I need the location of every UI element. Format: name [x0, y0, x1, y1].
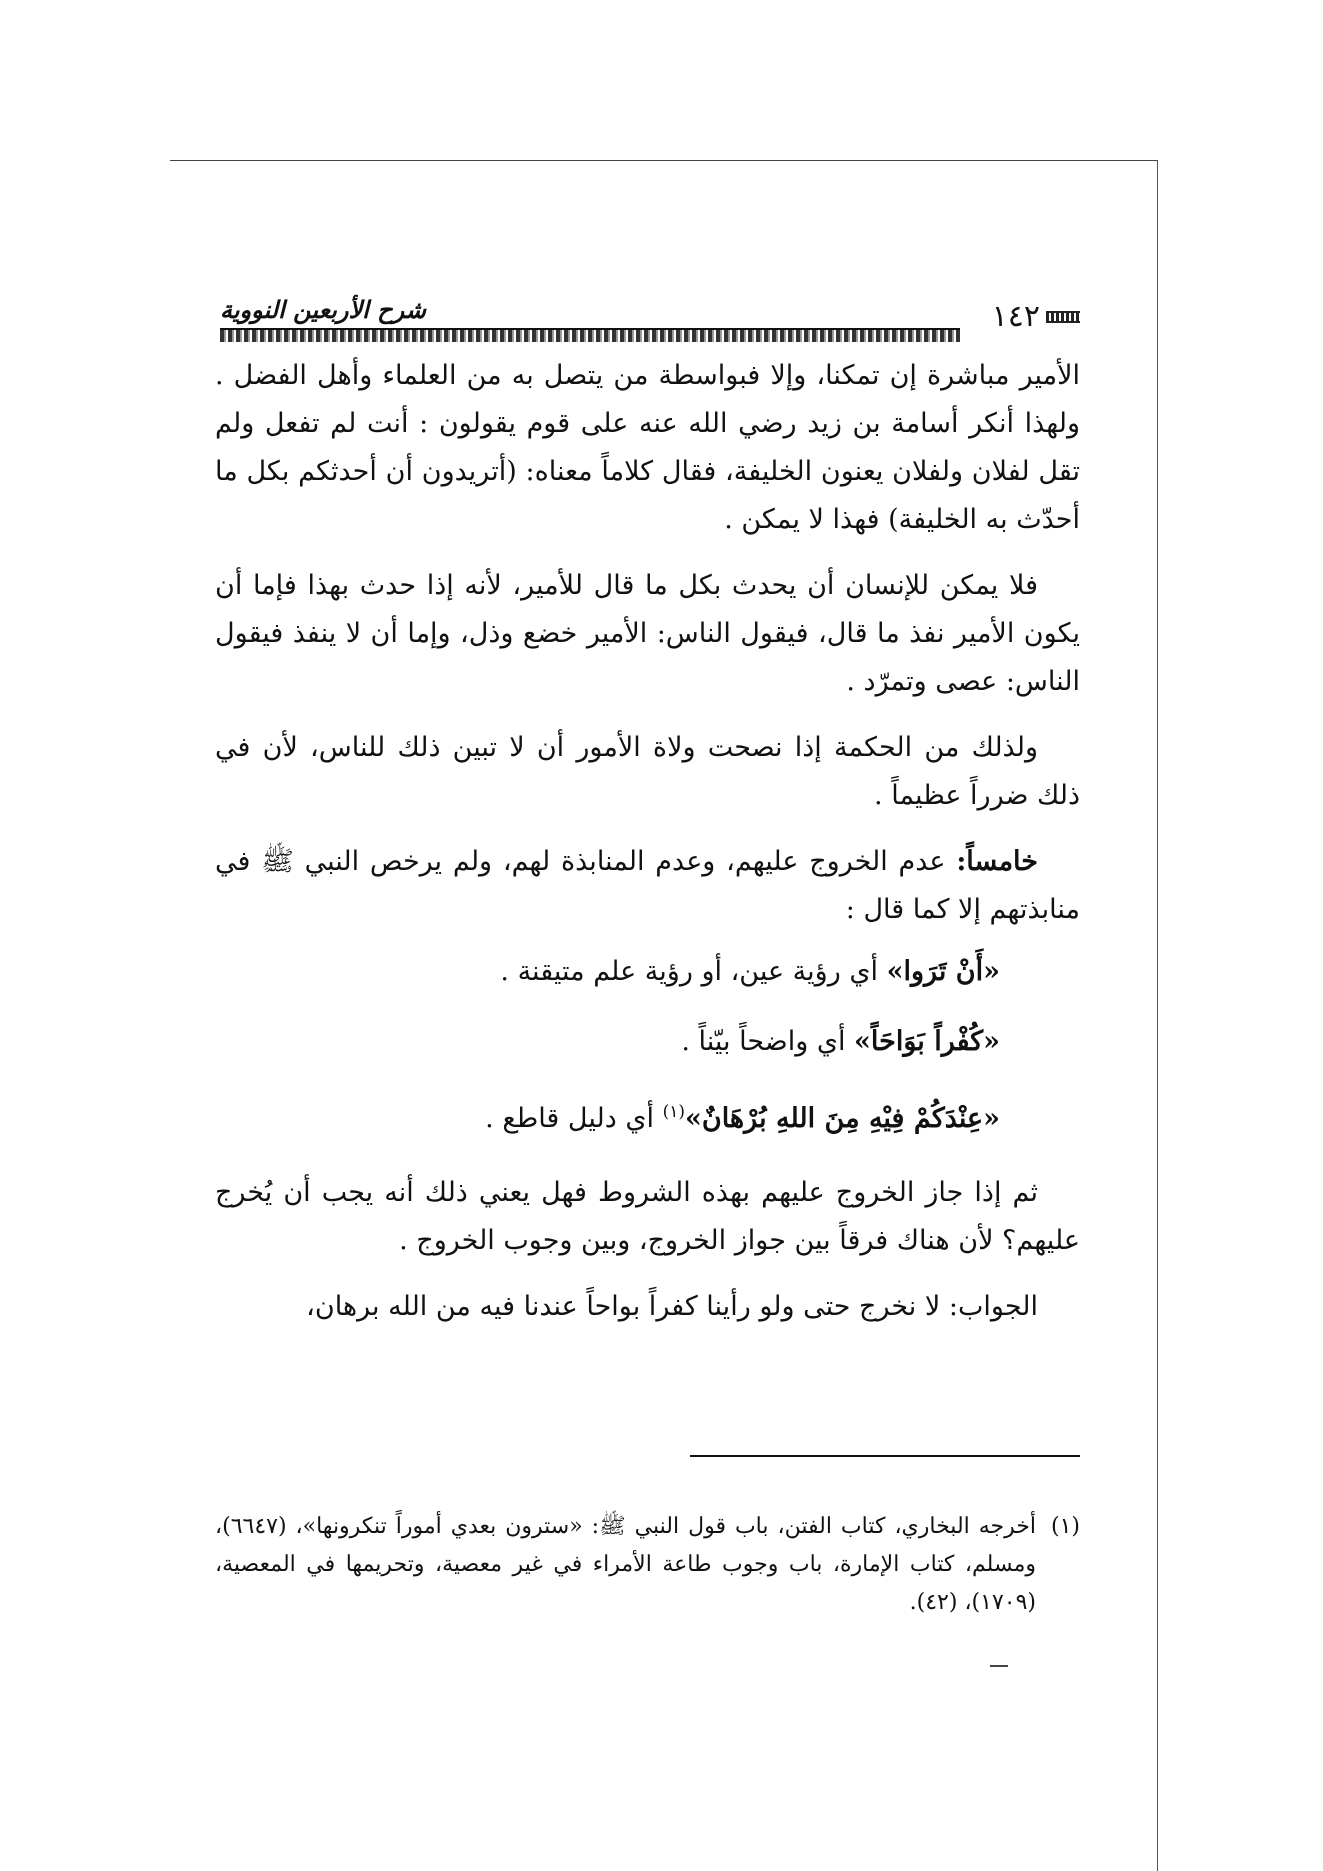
- hadith-phrase-3: «عِنْدَكُمْ فِيْهِ مِنَ اللهِ بُرْهَانٌ»: [685, 1103, 1000, 1134]
- top-border-rule: [170, 160, 1158, 161]
- footnote-text: أخرجه البخاري، كتاب الفتن، باب قول النبي ﷺ: «سترون بعدي أموراً تنكرونها»، (٦٦٤٧)، ومسلم، كتاب الإمارة، باب وجوب طاعة الأمراء في غير معصية، وتحريمها في المعصية، (١٧٠٩)، (٤٢).: [215, 1514, 1036, 1615]
- right-border-rule: [1157, 160, 1158, 1871]
- footnote-number: (١): [1050, 1514, 1080, 1539]
- hadith-explanation-1: أي رؤية عين، أو رؤية علم متيقنة .: [500, 956, 878, 987]
- closing-paragraph-1: ثم إذا جاز الخروج عليهم بهذه الشروط فهل يعني ذلك أنه يجب أن يُخرج عليهم؟ لأن هناك فرقاً بين جواز الخروج، وبين وجوب الخروج .: [215, 1177, 1080, 1256]
- page-number: [992, 299, 1080, 335]
- footnote-reference: (١): [662, 1102, 685, 1122]
- hadith-explanation-3: أي دليل قاطع .: [485, 1103, 654, 1134]
- main-body-text: [215, 352, 1080, 1349]
- khamisan-text: عدم الخروج عليهم، وعدم المنابذة لهم، ولم يرخص النبي ﷺ في منابذتهم إلا كما قال :: [215, 846, 1080, 925]
- khamisan-lead: خامساً:: [956, 846, 1038, 877]
- hadith-quote-3: [215, 1092, 1080, 1139]
- closing-paragraph-2: الجواب: لا نخرج حتى ولو رأينا كفراً بواحاً عندنا فيه من الله برهان،: [306, 1291, 1038, 1322]
- hadith-phrase-1: «أَنْ تَرَوا»: [886, 956, 1000, 987]
- hadith-quote-1: [215, 952, 1080, 992]
- footnote: [215, 1508, 1080, 1622]
- hadith-quote-2: [215, 1022, 1080, 1062]
- page-number-text: ١٤٢: [991, 299, 1040, 334]
- header-decorative-band: [220, 328, 960, 342]
- header-ornament-icon: [1046, 311, 1080, 323]
- bottom-dash-mark: [990, 1665, 1008, 1667]
- paragraph-1: الأمير مباشرة إن تمكنا، وإلا فبواسطة من يتصل به من العلماء وأهل الفضل . ولهذا أنكر أسامة بن زيد رضي الله عنه على قوم يقولون : أنت لم تفعل ولم تقل لفلان ولفلان يعنون الخليفة، فقال كلاماً معناه: (أتريدون أن أحدثكم بكل ما أحدّث به الخليفة) فهذا لا يمكن .: [215, 360, 1080, 535]
- khamisan-paragraph: [215, 838, 1080, 934]
- footnote-separator: [690, 1455, 1080, 1457]
- paragraph-3: ولذلك من الحكمة إذا نصحت ولاة الأمور أن لا تبين ذلك للناس، لأن في ذلك ضرراً عظيماً .: [215, 732, 1080, 811]
- running-title: شرح الأربعين النووية: [220, 295, 427, 324]
- paragraph-2: فلا يمكن للإنسان أن يحدث بكل ما قال للأمير، لأنه إذا حدث بهذا فإما أن يكون الأمير نفذ ما قال، فيقول الناس: الأمير خضع وذل، وإما أن لا ينفذ فيقول الناس: عصى وتمرّد .: [215, 570, 1080, 697]
- hadith-explanation-2: أي واضحاً بيّناً .: [681, 1026, 846, 1057]
- hadith-phrase-2: «كُفْراً بَوَاحَاً»: [854, 1026, 1000, 1057]
- page-header: [220, 295, 1080, 345]
